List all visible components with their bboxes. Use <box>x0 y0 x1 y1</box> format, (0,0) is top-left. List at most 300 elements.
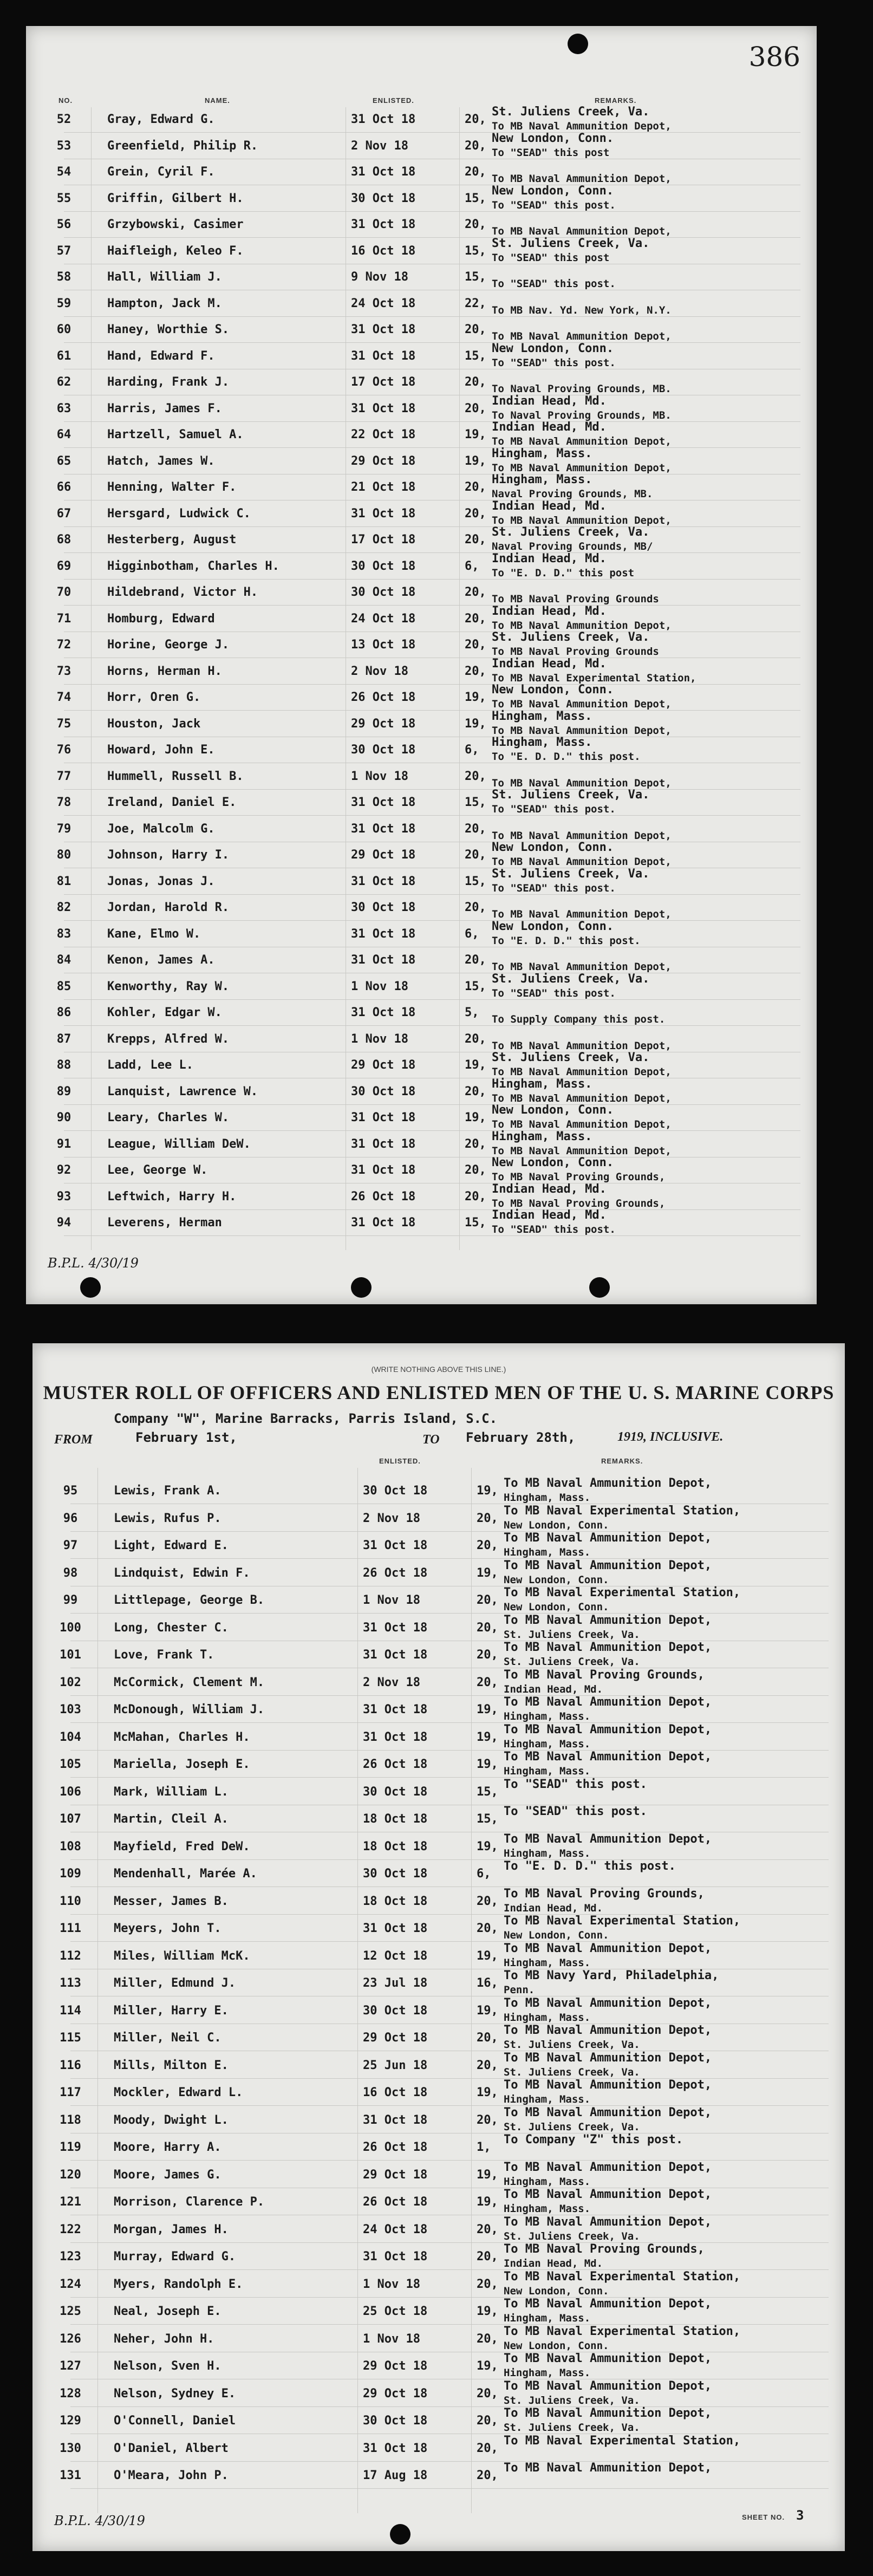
row-enlisted-date: 16 Oct 18 <box>351 244 416 258</box>
roll-row <box>32 1777 845 1807</box>
row-remarks-line-1: To MB Naval Experimental Station, <box>504 1504 741 1518</box>
row-rule <box>64 894 800 895</box>
row-rule <box>64 1235 800 1236</box>
row-days: 19, <box>477 2305 498 2318</box>
row-number: 103 <box>60 1703 81 1716</box>
roll-row <box>26 1051 817 1080</box>
row-days: 20, <box>465 139 486 153</box>
row-remarks-line-2: St. Juliens Creek, Va. <box>504 2039 640 2051</box>
row-name: Kenon, James A. <box>107 953 215 967</box>
row-name: Mockler, Edward L. <box>114 2086 243 2099</box>
row-days: 20, <box>465 822 486 836</box>
row-number: 102 <box>60 1675 81 1689</box>
row-remarks-line-2: To MB Naval Ammunition Depot, <box>492 330 672 342</box>
row-number: 60 <box>56 323 71 336</box>
roll-row <box>32 2324 845 2354</box>
row-name: Nelson, Sydney E. <box>114 2386 236 2401</box>
row-remarks-line-1: St. Juliens Creek, Va. <box>492 972 650 986</box>
row-number: 86 <box>56 1006 71 1019</box>
row-name: Lewis, Rufus P. <box>114 1511 221 1525</box>
row-enlisted-date: 31 Oct 18 <box>351 401 416 415</box>
roll-row <box>32 2242 845 2272</box>
row-remarks-line-2: To MB Naval Experimental Station, <box>492 672 696 684</box>
row-number: 124 <box>60 2277 81 2291</box>
row-enlisted-date: 31 Oct 18 <box>351 323 416 336</box>
row-number: 110 <box>60 1894 81 1908</box>
row-enlisted-date: 31 Oct 18 <box>363 1648 428 1662</box>
row-rule <box>64 1104 800 1105</box>
row-remarks-line-1: Indian Head, Md. <box>492 551 607 565</box>
roll-row <box>32 2188 845 2217</box>
row-name: Grein, Cyril F. <box>107 165 215 179</box>
roll-row <box>26 586 817 607</box>
roll-row <box>26 341 817 371</box>
row-remarks-line-1: New London, Conn. <box>492 341 614 355</box>
roll-row <box>26 551 817 581</box>
row-rule <box>70 1941 829 1942</box>
row-number: 125 <box>60 2305 81 2318</box>
row-number: 80 <box>56 848 71 862</box>
row-rule <box>64 1025 800 1026</box>
row-remarks-line-2: St. Juliens Creek, Va. <box>504 2394 640 2406</box>
row-enlisted-date: 31 Oct 18 <box>363 1621 428 1635</box>
row-name: Hand, Edward F. <box>107 349 215 363</box>
row-enlisted-date: 30 Oct 18 <box>351 559 416 573</box>
roll-row <box>32 2215 845 2245</box>
row-remarks-line-2: To MB Naval Ammunition Depot, <box>492 514 672 526</box>
row-days: 20, <box>477 1539 498 1552</box>
roll-row <box>26 1006 817 1027</box>
roll-row <box>26 709 817 739</box>
roll-row <box>26 394 817 424</box>
row-remarks-line-1: To MB Naval Ammunition Depot, <box>504 1641 712 1654</box>
row-days: 15, <box>465 874 486 888</box>
roll-row <box>26 683 817 712</box>
row-number: 64 <box>56 428 71 441</box>
row-remarks-line-2: Hingham, Mass. <box>504 2093 591 2105</box>
row-name: Miller, Harry E. <box>114 2003 229 2018</box>
row-enlisted-date: 2 Nov 18 <box>363 1511 420 1525</box>
row-days: 19, <box>477 2359 498 2373</box>
row-days: 20, <box>477 2386 498 2401</box>
row-remarks-line-1: To MB Naval Experimental Station, <box>504 2324 741 2338</box>
row-remarks-line-2: Hingham, Mass. <box>504 2367 591 2379</box>
row-remarks-line-2: To MB Naval Ammunition Depot, <box>492 829 672 842</box>
row-name: Hampton, Jack M. <box>107 296 222 310</box>
row-enlisted-date: 26 Oct 18 <box>363 2195 428 2209</box>
row-number: 96 <box>63 1511 78 1525</box>
row-remarks-line-1: To MB Naval Ammunition Depot, <box>504 1722 712 1736</box>
row-rule <box>70 2406 829 2407</box>
row-name: Moody, Dwight L. <box>114 2113 229 2127</box>
row-enlisted-date: 30 Oct 18 <box>363 1785 428 1799</box>
row-number: 131 <box>60 2469 81 2482</box>
row-name: Miller, Neil C. <box>114 2031 221 2045</box>
row-number: 87 <box>56 1032 71 1046</box>
row-days: 1, <box>477 2141 491 2154</box>
row-remarks-line-2: Hingham, Mass. <box>504 1847 591 1859</box>
roll-row <box>32 1887 845 1916</box>
row-remarks-line-1: To MB Naval Ammunition Depot, <box>504 2461 712 2475</box>
roll-row <box>26 131 817 161</box>
roll-row <box>32 1668 845 1697</box>
row-remarks-line-2: To "SEAD" this post. <box>492 987 616 999</box>
row-name: Joe, Malcolm G. <box>107 822 215 836</box>
row-remarks-line-2: Hingham, Mass. <box>504 2175 591 2188</box>
row-number: 81 <box>56 874 71 888</box>
row-rule <box>70 2461 829 2462</box>
row-number: 57 <box>56 244 71 258</box>
row-days: 15, <box>465 1216 486 1230</box>
row-remarks-line-1: Hingham, Mass. <box>492 1077 592 1091</box>
row-remarks-line-1: New London, Conn. <box>492 131 614 145</box>
row-name: Leftwich, Harry H. <box>107 1189 237 1204</box>
row-name: Greenfield, Philip R. <box>107 139 258 153</box>
row-remarks-line-2: To MB Naval Ammunition Depot, <box>492 1118 672 1130</box>
roll-row <box>26 525 817 555</box>
row-name: Meyers, John T. <box>114 1922 221 1935</box>
row-rule <box>64 132 800 133</box>
row-name: Neher, John H. <box>114 2332 214 2346</box>
row-name: Horns, Herman H. <box>107 664 222 678</box>
row-name: Lewis, Frank A. <box>114 1484 221 1498</box>
row-remarks-line-1: To MB Naval Proving Grounds, <box>504 2242 705 2256</box>
roll-row <box>26 446 817 476</box>
roll-row <box>26 1077 817 1107</box>
row-remarks-line-2: To MB Naval Ammunition Depot, <box>492 120 672 132</box>
row-remarks-line-1: To MB Naval Ammunition Depot, <box>504 2105 712 2119</box>
row-enlisted-date: 31 Oct 18 <box>351 822 416 836</box>
row-days: 20, <box>477 1894 498 1908</box>
row-number: 97 <box>63 1539 78 1552</box>
row-name: McMahan, Charles H. <box>114 1730 250 1744</box>
row-number: 94 <box>56 1216 71 1230</box>
row-enlisted-date: 29 Oct 18 <box>351 717 416 731</box>
row-enlisted-date: 17 Oct 18 <box>351 533 416 547</box>
row-remarks-line-2: To MB Naval Proving Grounds, <box>492 1197 666 1209</box>
row-days: 20, <box>465 848 486 862</box>
row-remarks-line-1: St. Juliens Creek, Va. <box>492 236 650 250</box>
row-rule <box>70 1613 829 1614</box>
row-enlisted-date: 31 Oct 18 <box>351 165 416 179</box>
roll-row <box>32 1914 845 1943</box>
row-enlisted-date: 26 Oct 18 <box>363 2141 428 2154</box>
row-days: 20, <box>477 2250 498 2263</box>
top-note: (WRITE NOTHING ABOVE THIS LINE.) <box>371 1365 506 1374</box>
roll-row <box>32 2160 845 2190</box>
row-enlisted-date: 30 Oct 18 <box>351 1084 416 1098</box>
row-remarks-line-1: St. Juliens Creek, Va. <box>492 788 650 802</box>
row-name: O'Meara, John P. <box>114 2469 229 2482</box>
row-remarks-line-2: To MB Naval Ammunition Depot, <box>492 777 672 789</box>
row-days: 20, <box>465 1163 486 1177</box>
row-remarks-line-2: New London, Conn. <box>504 2285 609 2297</box>
row-remarks-line-2: To Supply Company this post. <box>492 1013 666 1025</box>
roll-row <box>26 323 817 344</box>
row-remarks-line-2: To MB Nav. Yd. New York, N.Y. <box>492 304 672 316</box>
row-remarks-line-1: To MB Naval Ammunition Depot, <box>504 2406 712 2420</box>
row-enlisted-date: 2 Nov 18 <box>351 664 408 678</box>
row-enlisted-date: 31 Oct 18 <box>351 1216 416 1230</box>
row-enlisted-date: 30 Oct 18 <box>363 2003 428 2018</box>
row-remarks-line-1: Indian Head, Md. <box>492 1208 607 1222</box>
roll-row <box>26 473 817 502</box>
row-enlisted-date: 31 Oct 18 <box>351 927 416 941</box>
roll-row <box>26 901 817 922</box>
roll-row <box>26 1208 817 1238</box>
row-name: Littlepage, George B. <box>114 1593 265 1607</box>
row-remarks-line-2: To MB Naval Ammunition Depot, <box>492 698 672 710</box>
row-name: Leary, Charles W. <box>107 1111 230 1124</box>
row-remarks-line-1: To MB Naval Ammunition Depot, <box>504 2051 712 2065</box>
row-name: Harding, Frank J. <box>107 375 230 389</box>
row-days: 19, <box>465 454 486 468</box>
row-days: 6, <box>465 559 479 573</box>
row-number: 52 <box>56 113 71 126</box>
roll-row <box>26 867 817 896</box>
roll-row <box>26 736 817 765</box>
row-rule <box>70 2105 829 2106</box>
row-remarks-line-1: St. Juliens Creek, Va. <box>492 525 650 539</box>
row-days: 20, <box>477 2058 498 2072</box>
row-enlisted-date: 30 Oct 18 <box>363 1867 428 1881</box>
row-days: 20, <box>465 165 486 179</box>
row-rule <box>70 1695 829 1696</box>
row-number: 88 <box>56 1058 71 1072</box>
row-remarks-line-1: St. Juliens Creek, Va. <box>492 105 650 119</box>
row-days: 19, <box>477 1949 498 1963</box>
row-remarks-line-1: To MB Naval Ammunition Depot, <box>504 2215 712 2229</box>
row-enlisted-date: 25 Jun 18 <box>363 2058 428 2072</box>
row-rule <box>64 815 800 816</box>
roll-row <box>26 105 817 134</box>
row-enlisted-date: 31 Oct 18 <box>351 953 416 967</box>
row-name: Miller, Edmund J. <box>114 1976 236 1990</box>
row-number: 56 <box>56 218 71 231</box>
row-remarks-line-1: To MB Naval Proving Grounds, <box>504 1887 705 1901</box>
row-number: 118 <box>60 2113 81 2127</box>
row-name: Lanquist, Lawrence W. <box>107 1084 258 1098</box>
row-remarks-line-1: St. Juliens Creek, Va. <box>492 630 650 644</box>
row-enlisted-date: 29 Oct 18 <box>351 1058 416 1072</box>
row-name: Light, Edward E. <box>114 1539 229 1552</box>
row-remarks-line-2: To MB Naval Ammunition Depot, <box>492 225 672 237</box>
row-days: 19, <box>477 1839 498 1853</box>
roll-row <box>32 1996 845 2026</box>
row-enlisted-date: 31 Oct 18 <box>351 218 416 231</box>
row-number: 67 <box>56 506 71 521</box>
row-name: Myers, Randolph E. <box>114 2277 243 2291</box>
roll-row <box>26 656 817 686</box>
roll-row <box>26 972 817 1001</box>
row-enlisted-date: 31 Oct 18 <box>363 1539 428 1552</box>
row-enlisted-date: 1 Nov 18 <box>351 979 408 993</box>
row-days: 20, <box>465 375 486 389</box>
column-header-name: NAME. <box>205 96 230 105</box>
row-name: Homburg, Edward <box>107 612 215 626</box>
row-name: Neal, Joseph E. <box>114 2305 221 2318</box>
row-number: 77 <box>56 769 71 783</box>
row-name: Kohler, Edgar W. <box>107 1006 222 1019</box>
roll-row <box>32 1722 845 1752</box>
row-name: Jordan, Harold R. <box>107 901 230 914</box>
row-enlisted-date: 31 Oct 18 <box>351 113 416 126</box>
row-name: Higginbotham, Charles H. <box>107 559 279 573</box>
row-days: 15, <box>477 1785 498 1799</box>
row-remarks-line-2: To "E. D. D." this post. <box>492 934 641 947</box>
column-header-no: NO. <box>58 96 73 105</box>
row-rule <box>70 1750 829 1751</box>
roll-row <box>32 2105 845 2135</box>
row-name: Mills, Milton E. <box>114 2058 229 2072</box>
row-name: O'Daniel, Albert <box>114 2441 229 2455</box>
row-remarks-line-2: To MB Naval Ammunition Depot, <box>492 461 672 474</box>
row-enlisted-date: 31 Oct 18 <box>351 1137 416 1151</box>
roll-row <box>32 1832 845 1862</box>
row-remarks-line-2: To "E. D. D." this post. <box>492 751 641 763</box>
roll-row <box>32 1531 845 1560</box>
row-days: 19, <box>465 691 486 704</box>
row-number: 82 <box>56 901 71 914</box>
row-remarks-line-2: To "E. D. D." this post <box>492 567 635 579</box>
row-days: 20, <box>477 1593 498 1607</box>
row-enlisted-date: 30 Oct 18 <box>351 586 416 599</box>
roll-row <box>26 770 817 791</box>
row-name: League, William DeW. <box>107 1137 251 1151</box>
row-number: 114 <box>60 2003 81 2018</box>
row-remarks-line-2: To MB Naval Ammunition Depot, <box>492 908 672 920</box>
row-remarks-line-2: Naval Proving Grounds, MB. <box>492 488 653 500</box>
row-remarks-line-1: Indian Head, Md. <box>492 499 607 513</box>
row-number: 105 <box>60 1758 81 1771</box>
row-remarks-line-1: New London, Conn. <box>492 184 614 198</box>
row-enlisted-date: 2 Nov 18 <box>351 139 408 153</box>
row-name: Hall, William J. <box>107 270 222 284</box>
row-remarks-line-1: New London, Conn. <box>492 683 614 697</box>
row-remarks-line-2: St. Juliens Creek, Va. <box>504 2230 640 2242</box>
row-name: O'Connell, Daniel <box>114 2414 236 2428</box>
row-remarks-line-2: To MB Naval Proving Grounds, <box>492 1171 666 1183</box>
row-days: 20, <box>465 1189 486 1204</box>
row-days: 19, <box>477 2086 498 2099</box>
row-days: 16, <box>477 1976 498 1990</box>
row-days: 20, <box>477 2222 498 2236</box>
row-enlisted-date: 26 Oct 18 <box>363 1566 428 1580</box>
row-number: 62 <box>56 375 71 389</box>
row-remarks-line-1: To MB Naval Experimental Station, <box>504 1586 741 1599</box>
row-remarks-line-2: To MB Naval Ammunition Depot, <box>492 856 672 868</box>
row-enlisted-date: 30 Oct 18 <box>351 743 416 757</box>
row-remarks-line-2: To MB Naval Proving Grounds <box>492 593 659 605</box>
row-number: 58 <box>56 270 71 284</box>
row-number: 72 <box>56 638 71 652</box>
row-name: Mark, William L. <box>114 1785 229 1799</box>
row-number: 104 <box>60 1730 81 1744</box>
row-enlisted-date: 24 Oct 18 <box>363 2222 428 2236</box>
row-rule <box>64 605 800 606</box>
row-remarks-line-1: To MB Naval Ammunition Depot, <box>504 2297 712 2311</box>
row-remarks-line-2: Hingham, Mass. <box>504 1956 591 1969</box>
row-enlisted-date: 29 Oct 18 <box>363 2359 428 2373</box>
row-days: 6, <box>477 1867 491 1881</box>
roll-row <box>26 604 817 634</box>
row-remarks-line-1: To MB Naval Proving Grounds, <box>504 1668 705 1682</box>
roll-row <box>26 788 817 817</box>
row-rule <box>64 1209 800 1210</box>
column-header-enlisted: ENLISTED. <box>379 1457 421 1465</box>
row-enlisted-date: 21 Oct 18 <box>351 480 416 494</box>
row-name: Houston, Jack <box>107 717 201 731</box>
row-enlisted-date: 24 Oct 18 <box>351 612 416 626</box>
roll-row <box>32 1859 845 1889</box>
row-number: 107 <box>60 1812 81 1826</box>
row-enlisted-date: 1 Nov 18 <box>363 1593 420 1607</box>
row-enlisted-date: 9 Nov 18 <box>351 270 408 284</box>
row-days: 15, <box>465 270 486 284</box>
roll-row <box>26 297 817 318</box>
punch-hole <box>568 34 588 54</box>
row-rule <box>64 579 800 580</box>
row-number: 122 <box>60 2222 81 2236</box>
row-enlisted-date: 31 Oct 18 <box>363 1922 428 1935</box>
row-number: 61 <box>56 349 71 363</box>
row-days: 20, <box>477 1922 498 1935</box>
roll-row <box>26 953 817 975</box>
roll-row <box>32 2133 845 2162</box>
row-name: Miles, William McK. <box>114 1949 250 1963</box>
row-remarks-line-2: Naval Proving Grounds, MB/ <box>492 541 653 552</box>
roll-row <box>32 2352 845 2381</box>
roll-row <box>26 165 817 187</box>
row-name: Love, Frank T. <box>114 1648 214 1662</box>
row-enlisted-date: 26 Oct 18 <box>351 691 416 704</box>
row-remarks-line-1: Indian Head, Md. <box>492 420 607 434</box>
row-rule <box>70 2242 829 2243</box>
row-enlisted-date: 24 Oct 18 <box>351 296 416 310</box>
row-remarks-line-2: New London, Conn. <box>504 1929 609 1941</box>
muster-roll-sheet-2 <box>32 1343 845 2551</box>
row-remarks-line-1: To MB Naval Ammunition Depot, <box>504 1832 712 1846</box>
row-rule <box>64 316 800 317</box>
row-remarks-line-2: To "SEAD" this post. <box>492 278 616 290</box>
row-enlisted-date: 31 Oct 18 <box>363 2250 428 2263</box>
row-remarks-line-2: To Naval Proving Grounds, MB. <box>492 409 672 421</box>
row-enlisted-date: 31 Oct 18 <box>351 1006 416 1019</box>
row-number: 78 <box>56 796 71 809</box>
row-rule <box>64 342 800 343</box>
to-label: TO <box>422 1433 440 1447</box>
roll-row <box>26 630 817 660</box>
row-enlisted-date: 29 Oct 18 <box>351 454 416 468</box>
row-remarks-line-2: To "SEAD" this post <box>492 251 610 264</box>
row-rule <box>64 447 800 448</box>
row-number: 90 <box>56 1111 71 1124</box>
roll-row <box>32 2434 845 2463</box>
roll-row <box>26 375 817 397</box>
row-number: 73 <box>56 664 71 678</box>
row-rule <box>64 710 800 711</box>
row-remarks-line-1: Hingham, Mass. <box>492 736 592 749</box>
row-name: Morrison, Clarence P. <box>114 2195 265 2209</box>
row-name: McDonough, William J. <box>114 1703 265 1716</box>
muster-roll-sheet-1 <box>26 26 817 1304</box>
roll-row <box>32 1805 845 1834</box>
row-remarks-line-2: To "SEAD" this post. <box>492 356 616 369</box>
row-enlisted-date: 17 Oct 18 <box>351 375 416 389</box>
row-name: Messer, James B. <box>114 1894 229 1908</box>
row-name: Grzybowski, Casimer <box>107 218 244 231</box>
row-remarks-line-2: To Naval Proving Grounds, MB. <box>492 383 672 395</box>
